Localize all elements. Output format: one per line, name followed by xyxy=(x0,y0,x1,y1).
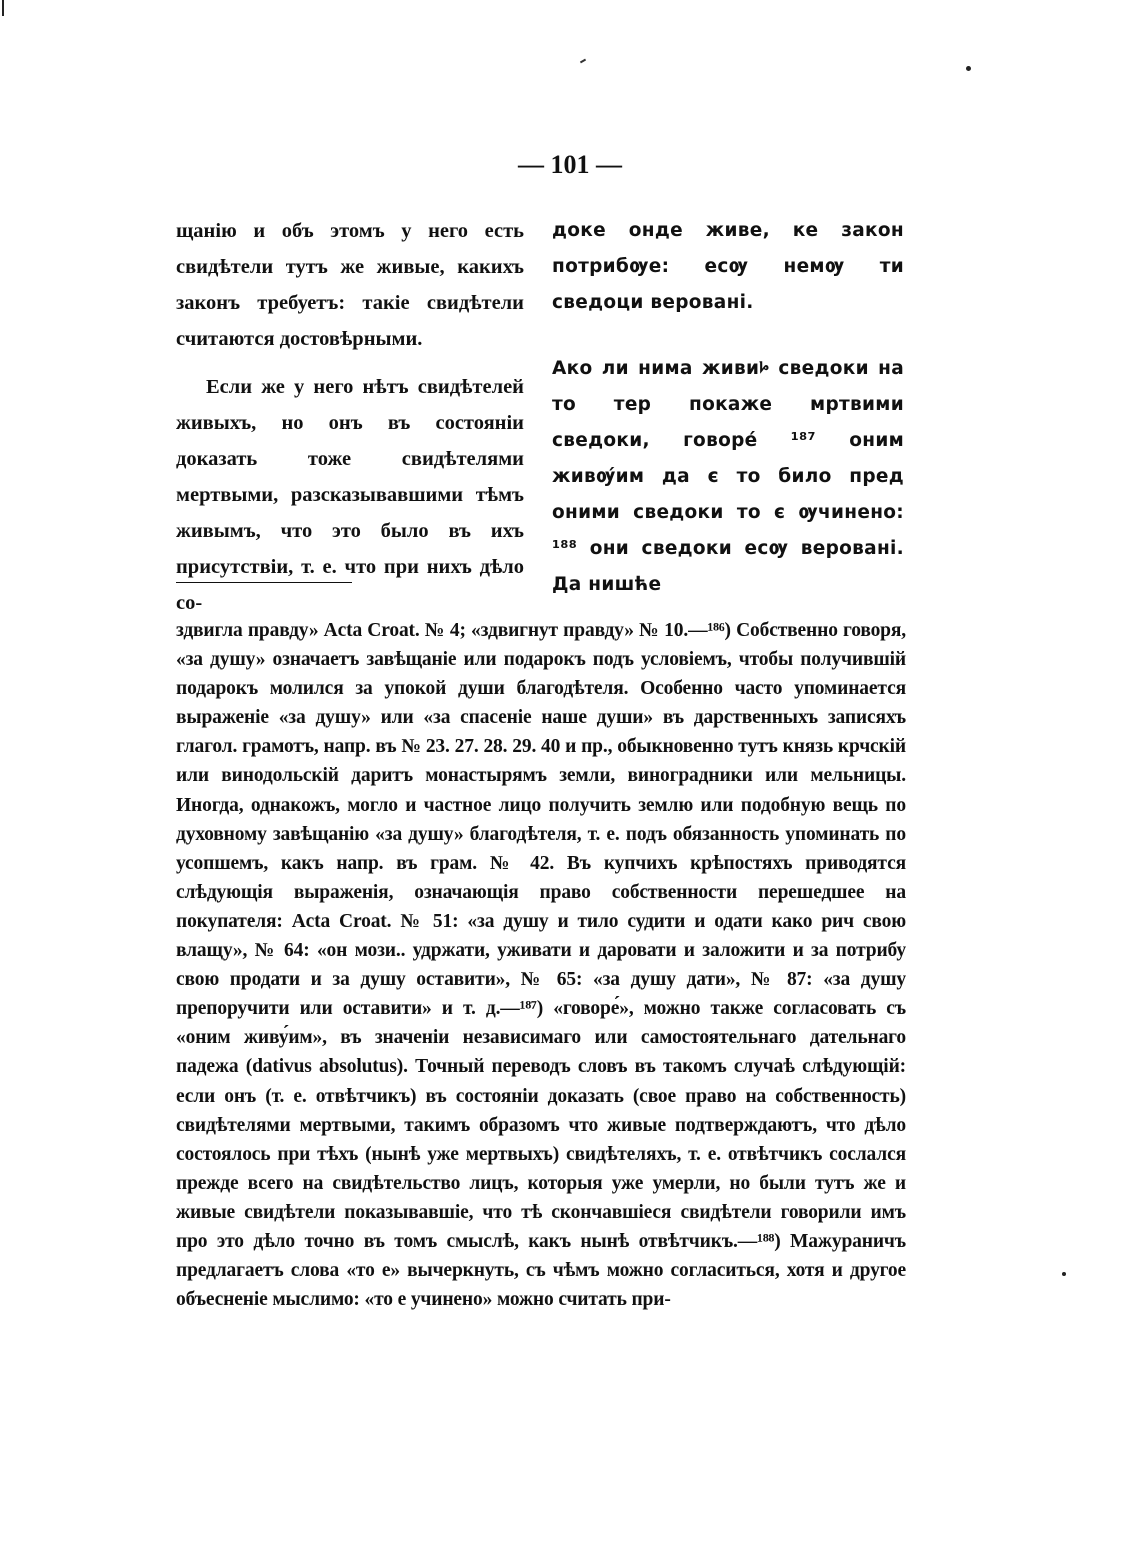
right-paragraph-2: Ако ли нима живиⱈ сведоки на то тер покаже мртвими сведоки, говоре́ ¹⁸⁷ оним живѹ́им да є то било пред оними сведоки то є ѹчинено: ¹⁸⁸ они сведоки есѹ верованi. Да нишће xyxy=(552,358,904,595)
speck-right-mid xyxy=(1062,1272,1066,1276)
left-paragraph-2: Если же у него нѣтъ свидѣтелей живыхъ, но онъ въ состояніи доказать тоже свидѣтелями мертвыми, разсказывавшими тѣмъ живымъ, что это было въ ихъ присутствіи, т. е. что при нихъ дѣло со- xyxy=(176,376,524,614)
left-column xyxy=(176,213,524,621)
speck-right-top xyxy=(966,66,971,71)
footnote-separator xyxy=(176,582,352,583)
right-column xyxy=(552,213,904,603)
right-paragraph-1: доке онде живе, ке закон потрибѹе: есѹ немѹ ти сведоци верованi. xyxy=(552,220,904,313)
footnotes xyxy=(176,616,906,1314)
speck-top xyxy=(580,59,586,64)
footnote-text: здвигла правду» Acta Croat. № 4; «здвигнут правду» № 10.—¹⁸⁶) Собственно говоря, «за душу» означаетъ завѣщаніе или подарокъ подъ условіемъ, чтобы получившій подарокъ молился за упокой души благодѣтеля. Особенно часто упоминается выраженіе «за душу» или «за спасеніе наше души» въ дарственныхъ записяхъ глагол. грамотъ, напр. въ № 23. 27. 28. 29. 40 и пр., обыкновенно тутъ князь крчскій или винодольскій даритъ монастырямъ земли, виноградники или мельницы. Иногда, однакожъ, могло и частное лицо получить землю или подобную вещь по духовному завѣщанію «за душу» благодѣтеля, т. е. подъ обязанность упоминать по усопшемъ, какъ напр. въ грам. № 42. Въ купчихъ крѣпостяхъ приводятся слѣдующія выраженія, означающія право собственности перешедшее на покупателя: Acta Croat. № 51: «за душу и тило судити и одати како рич свою влащу», № 64: «он мози.. удржати, уживати и даровати и заложити и за потрибу свою продати и за душу оставити», № 65: «за душу дати», № 87: «за душу препоручити или оставити» и т. д.—¹⁸⁷) «говоре́», можно также согласовать съ «оним живу́им», въ значеніи независимаго или самостоятельнаго дательнаго падежа (dativus absolutus). Точный переводъ словъ въ такомъ случаѣ слѣдующій: если онъ (т. е. отвѣтчикъ) въ состояніи доказать (свое право на собственность) свидѣтелями мертвыми, такимъ образомъ что живые подтверждаютъ, что дѣло состоялось при тѣхъ (нынѣ уже мертвыхъ) свидѣтеляхъ, т. е. отвѣтчикъ сослался прежде всего на свидѣтельство лицъ, которыя уже умерли, но были тутъ же и живые свидѣтели показывавшіе, что тѣ скончавшіеся свидѣтели говорили имъ про это дѣло точно въ томъ смыслѣ, какъ нынѣ отвѣтчикъ.—¹⁸⁸) Мажураничъ предлагаетъ слова «то е» вычеркнуть, съ чѣмъ можно согласиться, хотя и другое объесненіе мыслимо: «то е учинено» можно считать при- xyxy=(176,620,906,1311)
page-number: — 101 — xyxy=(518,150,622,179)
page-edge-mark xyxy=(2,0,4,16)
left-paragraph-1: щанію и объ этомъ у него есть свидѣтели тутъ же живые, какихъ законъ требуетъ: такіе свидѣтели считаются достовѣрными. xyxy=(176,220,524,350)
